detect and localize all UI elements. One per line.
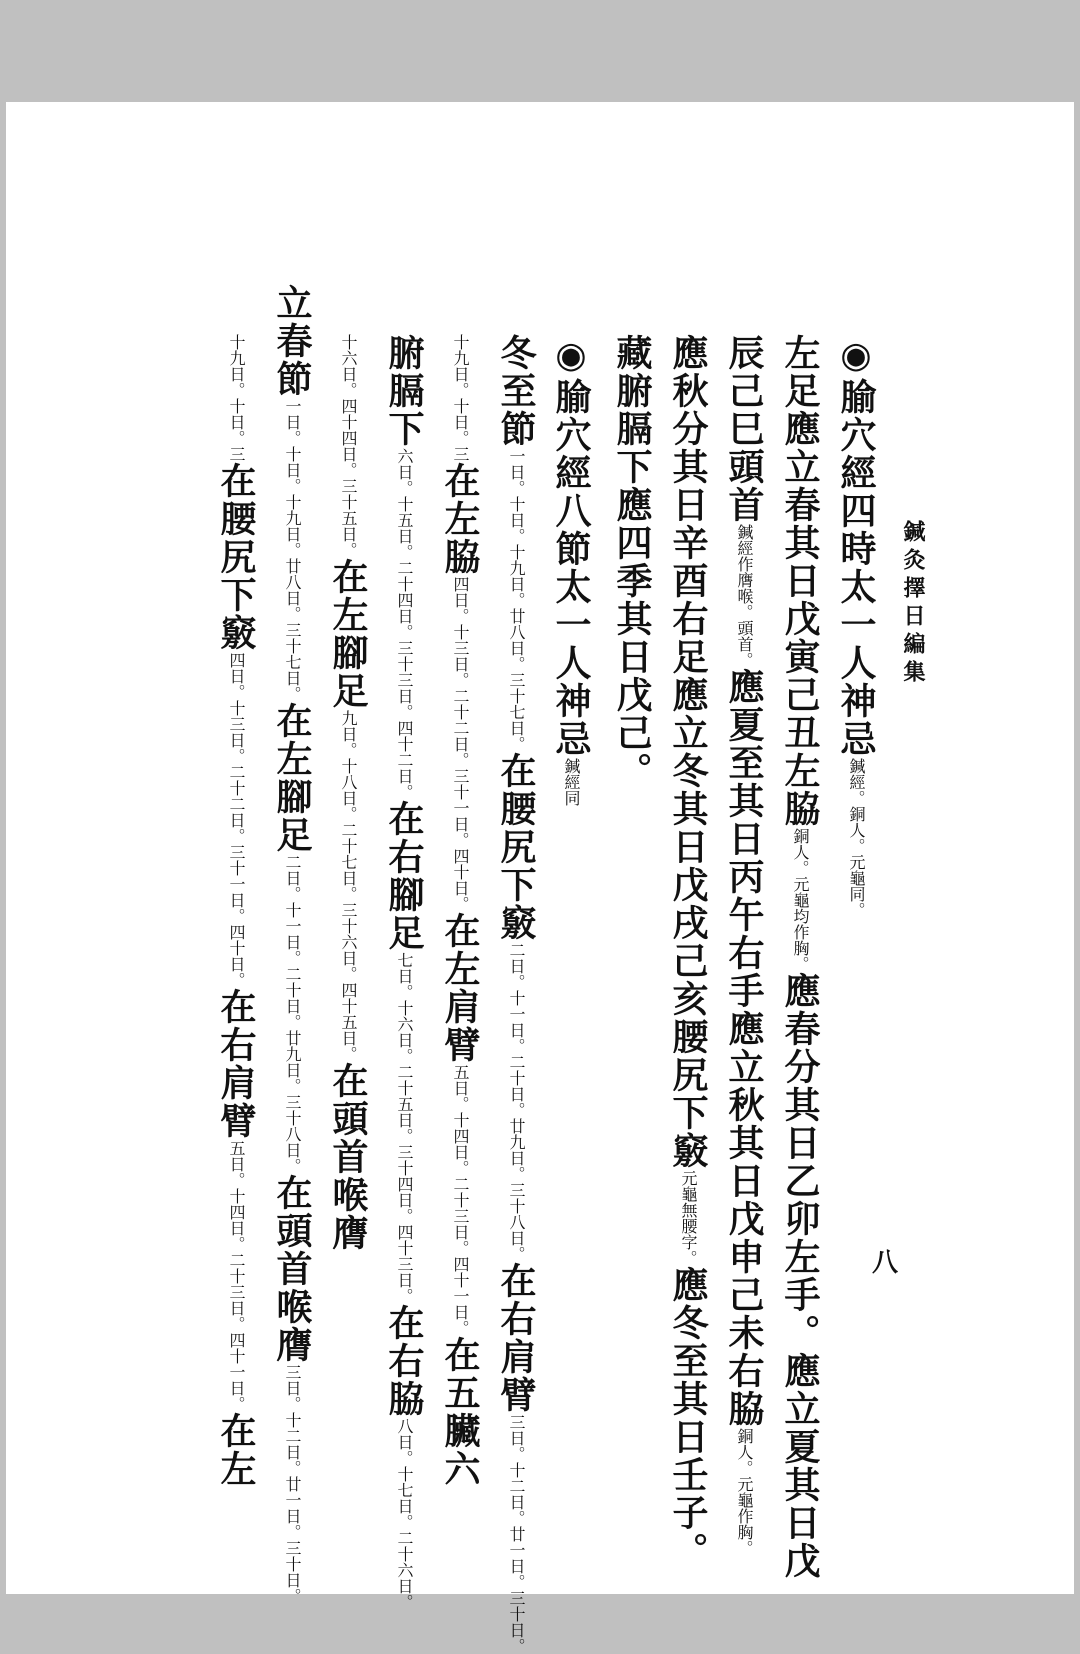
annotation: 七日。十六日。二十五日。三十四日。四十三日。: [395, 952, 414, 1304]
annotation: 元龜無腰字。: [679, 1170, 698, 1266]
annotation: 二日。十一日。二十日。廿九日。三十八日。: [283, 854, 302, 1174]
main-text: 在左: [215, 1412, 257, 1488]
main-text: 在左腳足: [271, 702, 313, 854]
text-column-10: [328, 334, 368, 1252]
main-text: 腑膈下: [383, 334, 425, 448]
text-column-1: [836, 334, 876, 918]
main-text: 應冬至其日壬子。: [667, 1266, 709, 1570]
annotation: 鍼經。銅人。元龜同。: [847, 758, 866, 918]
annotation: 鍼經作膺喉。頭首。: [735, 524, 754, 668]
annotation: 鍼經同: [562, 758, 581, 806]
text-column-12: [216, 334, 256, 1488]
annotation: 二日。十一日。二十日。廿九日。三十八日。: [507, 942, 526, 1262]
annotation: 一日。十日。十九日。廿八日。三十七日。: [507, 448, 526, 752]
annotation: 九日。十八日。二十七日。三十六日。四十五日。: [339, 710, 358, 1062]
annotation: 銅人。元龜均作胸。: [791, 828, 810, 972]
main-text: 藏腑膈下應四季其日戊己。: [611, 334, 653, 790]
text-column-2: [780, 334, 820, 1580]
annotation: 八日。十七日。二十六日。: [395, 1418, 414, 1610]
main-text: 在右肩臂: [215, 988, 257, 1140]
text-column-9: [384, 334, 424, 1610]
main-text: 冬至節: [495, 334, 537, 448]
annotation: 十六日。四十四日。三十五日。: [339, 334, 358, 558]
text-column-4: [668, 334, 708, 1570]
main-text: ◉腧穴經四時太一人神忌: [835, 334, 877, 758]
annotation: 一日。十日。十九日。廿八日。三十七日。: [283, 398, 302, 702]
annotation: 十九日。十日。三: [227, 334, 246, 462]
main-text: 在右腳足: [383, 800, 425, 952]
book-page: [6, 102, 1074, 1654]
main-text: 在腰尻下竅: [495, 752, 537, 942]
main-text: 辰己巳頭首: [723, 334, 765, 524]
annotation: 三日。十二日。廿一日。三十日。: [283, 1364, 302, 1604]
main-text: 左足應立春其日戊寅己丑左脇: [779, 334, 821, 828]
annotation: 四日。十三日。二十二日。三十一日。四十日。: [451, 576, 470, 912]
main-text: 在腰尻下竅: [215, 462, 257, 652]
main-text: 立春節: [271, 284, 313, 398]
text-column-11: [272, 284, 312, 1604]
annotation: 銅人。元龜作胸。: [735, 1428, 754, 1556]
text-column-8: [440, 334, 480, 1488]
main-text: 在左腳足: [327, 558, 369, 710]
page-number: 八: [872, 1248, 899, 1278]
main-text: 在頭首喉膺: [327, 1062, 369, 1252]
text-column-5: [612, 334, 652, 790]
text-column-7: [496, 334, 536, 1654]
annotation: 五日。十四日。二十三日。四十一日。: [451, 1064, 470, 1336]
annotation: 四日。十三日。二十二日。三十一日。四十日。: [227, 652, 246, 988]
main-text: 在頭首喉膺: [271, 1174, 313, 1364]
text-column-6: [551, 334, 591, 806]
main-text: 在左脇: [439, 462, 481, 576]
main-text: 在右脇: [383, 1304, 425, 1418]
annotation: 三日。十二日。廿一日。三十日。: [507, 1414, 526, 1654]
text-column-3: [724, 334, 764, 1556]
main-text: ◉腧穴經八節太一人神忌: [550, 334, 592, 758]
main-text: 在右肩臂: [495, 1262, 537, 1414]
main-text: 在五臟六: [439, 1336, 481, 1488]
running-header-title: 鍼灸擇日編集: [900, 520, 926, 688]
annotation: 十九日。十日。三: [451, 334, 470, 462]
main-text: 應春分其日乙卯左手。應立夏其日戊: [779, 972, 821, 1580]
main-text: 應秋分其日辛酉右足應立冬其日戊戌己亥腰尻下竅: [667, 334, 709, 1170]
main-text: 在左肩臂: [439, 912, 481, 1064]
annotation: 六日。十五日。二十四日。三十三日。四十二日。: [395, 448, 414, 800]
annotation: 五日。十四日。二十三日。四十一日。: [227, 1140, 246, 1412]
main-text: 應夏至其日丙午右手應立秋其日戊申己未右脇: [723, 668, 765, 1428]
